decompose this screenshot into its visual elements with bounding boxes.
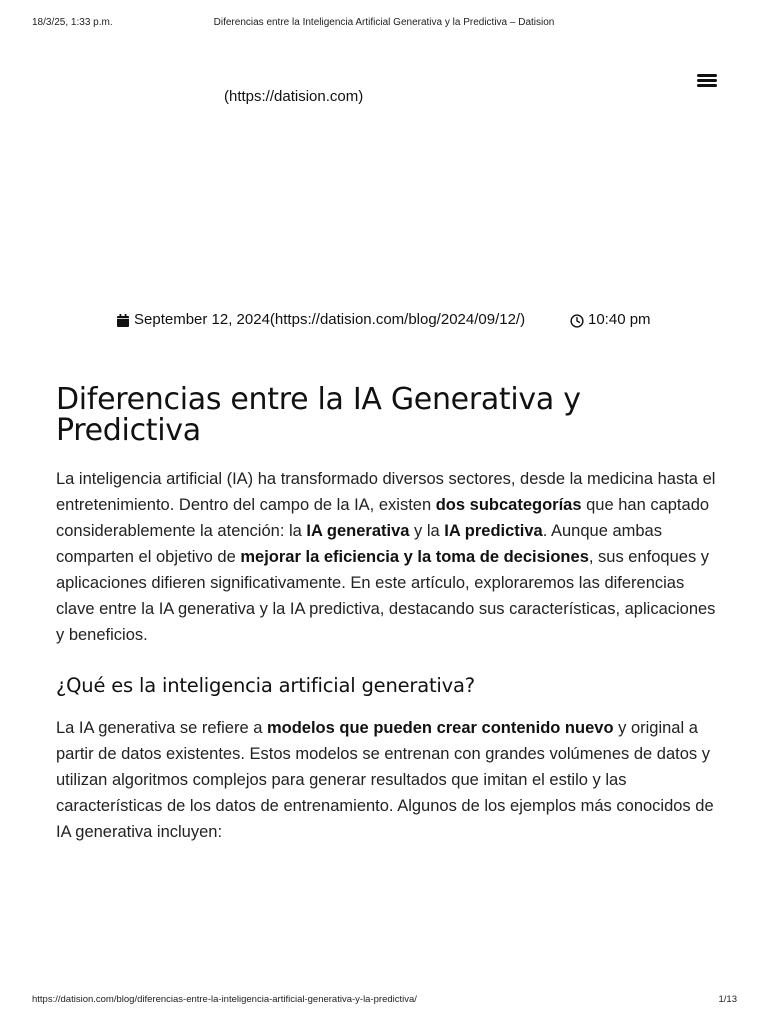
bold-text: dos subcategorías: [435, 496, 582, 514]
print-header: [0, 17, 768, 31]
post-time: 10:40 pm: [588, 311, 651, 328]
article: [56, 384, 716, 845]
body-text: La IA generativa se refiere a: [56, 719, 267, 737]
page-number: 1/13: [718, 994, 737, 1005]
body-text: , sus enfoques y aplicaciones difieren significativamente. En este artículo, exploraremos las diferencias clave entre la IA generativa y la IA predictiva, destacando sus características, aplicaciones y beneficios.: [56, 548, 716, 644]
intro-paragraph: [56, 466, 716, 648]
site-logo-link[interactable]: (https://datision.com): [224, 88, 364, 105]
body-text: y la: [409, 522, 445, 540]
body-text: que han captado considerablemente la atención: la: [56, 496, 710, 540]
bold-text: mejorar la eficiencia y la toma de decisiones: [240, 548, 589, 566]
bold-text: IA generativa: [306, 522, 410, 540]
section-heading: ¿Qué es la inteligencia artificial generativa?: [56, 674, 475, 697]
body-text: y original a partir de datos existentes. Estos modelos se entrenan con grandes volúmenes de datos y utilizan algoritmos complejos para generar resultados que imitan el estilo y las características de los datos de entrenamiento. Algunos de los ejemplos más conocidos de IA generativa incluyen:: [56, 719, 714, 841]
section-paragraph: [56, 715, 716, 845]
print-datetime: 18/3/25, 1:33 p.m.: [32, 17, 113, 28]
print-url: https://datision.com/blog/diferencias-entre-la-inteligencia-artificial-generativa-y-la-predictiva/: [32, 994, 417, 1005]
article-title: Diferencias entre la IA Generativa y Predictiva: [56, 382, 581, 448]
menu-icon[interactable]: [696, 72, 718, 90]
print-title: Diferencias entre la Inteligencia Artificial Generativa y la Predictiva – Datision: [213, 17, 555, 28]
calendar-icon: [117, 314, 129, 327]
post-date-link[interactable]: September 12, 2024(https://datision.com/blog/2024/09/12/): [134, 311, 526, 328]
post-meta: [0, 311, 768, 331]
bold-text: modelos que pueden crear contenido nuevo: [266, 719, 614, 737]
bold-text: IA predictiva: [444, 522, 543, 540]
body-text: La inteligencia artificial (IA) ha transformado diversos sectores, desde la medicina hasta el entretenimiento. Dentro del campo de la IA, existen: [56, 470, 716, 514]
print-footer: [0, 994, 768, 1008]
body-text: . Aunque ambas comparten el objetivo de: [56, 522, 662, 566]
clock-icon: [570, 314, 584, 328]
